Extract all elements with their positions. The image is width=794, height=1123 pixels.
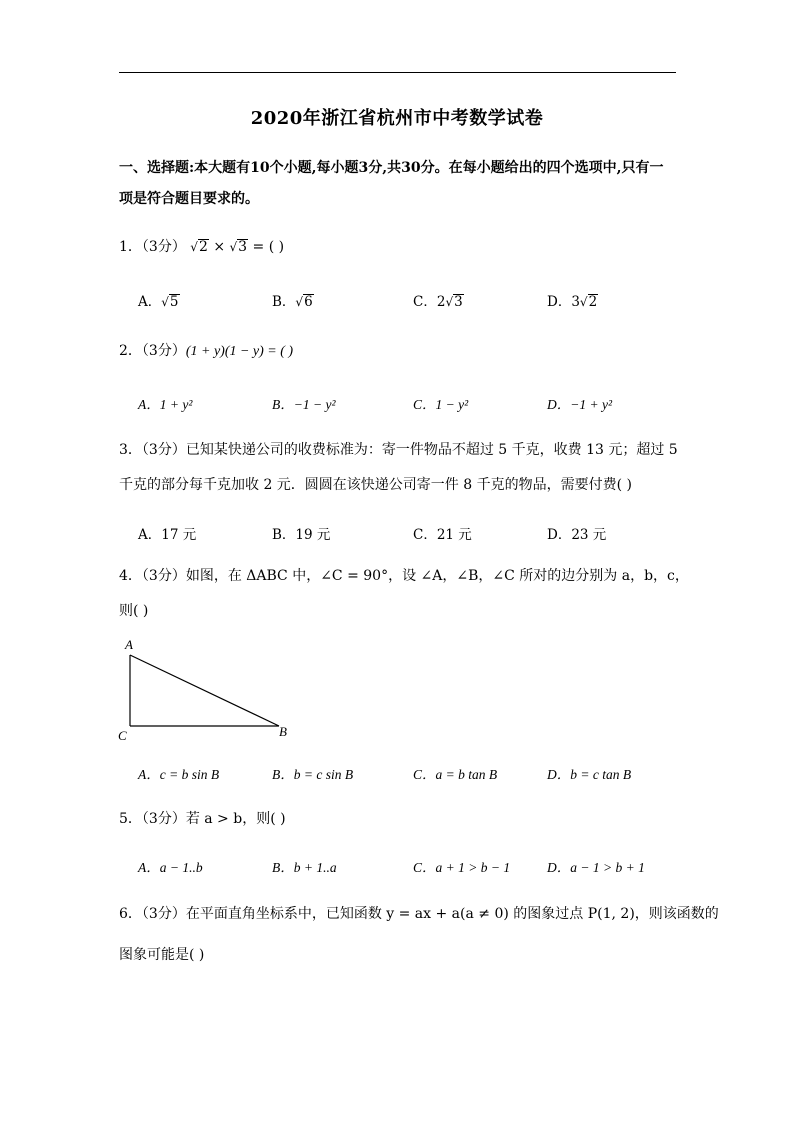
question-1-option-b[interactable]: B．√6: [272, 294, 313, 310]
question-6-stem-line-1: 6．（3分）在平面直角坐标系中，已知函数 y = ax + a(a ≠ 0) 的图象过点 P(1, 2)，则该函数的: [119, 906, 719, 922]
side-ab: [130, 655, 279, 726]
question-1-option-c[interactable]: C．2√3: [413, 294, 463, 310]
section-heading-line-1: 一、选择题:本大题有10个小题,每小题3分,共30分。在每小题给出的四个选项中,只有一: [119, 160, 664, 176]
question-4-stem-line-1: 4．（3分）如图，在 ΔABC 中，∠C = 90°，设 ∠A，∠B，∠C 所对的边分别为 a，b，c，: [119, 568, 689, 584]
page-title: 2020年浙江省杭州市中考数学试卷: [250, 108, 544, 129]
question-3-option-d[interactable]: D．23 元: [547, 527, 607, 543]
question-2-option-c[interactable]: C．1 − y²: [413, 397, 469, 412]
question-3-option-c[interactable]: C．21 元: [413, 527, 472, 543]
triangle-figure: [112, 636, 302, 752]
question-4-option-d[interactable]: D．b = c tan B: [547, 767, 632, 782]
question-5-stem: 5．（3分）若 a > b，则( ): [119, 811, 286, 827]
question-3-stem-line-2: 千克的部分每千克加收 2 元．圆圆在该快递公司寄一件 8 千克的物品，需要付费( ): [119, 477, 632, 493]
question-2-option-b[interactable]: B．−1 − y²: [272, 397, 336, 412]
question-5-option-c[interactable]: C．a + 1 > b − 1: [413, 860, 511, 875]
question-3-option-a[interactable]: A．17 元: [138, 527, 197, 543]
vertex-label-b: B: [279, 724, 287, 739]
section-heading-line-2: 项是符合题目要求的。: [119, 191, 259, 207]
question-1-option-d[interactable]: D．3√2: [547, 294, 598, 310]
question-1-prefix: 1．（3分）: [119, 239, 186, 255]
header-rule: [119, 72, 676, 73]
question-1-stem: 1．（3分） √2 × √3 = ( ): [119, 239, 285, 255]
question-4-stem-line-2: 则( ): [119, 603, 149, 619]
vertex-label-a: A: [125, 637, 133, 652]
question-2-option-a[interactable]: A．1 + y²: [138, 397, 193, 412]
question-2-stem: 2．（3分）(1 + y)(1 − y) = ( ): [119, 343, 294, 359]
question-5-option-d[interactable]: D．a − 1 > b + 1: [547, 860, 645, 875]
vertex-label-c: C: [118, 728, 127, 743]
right-triangle-diagram: [112, 636, 302, 748]
question-4-option-c[interactable]: C．a = b tan B: [413, 767, 498, 782]
question-3-option-b[interactable]: B．19 元: [272, 527, 331, 543]
question-3-stem-line-1: 3．（3分）已知某快递公司的收费标准为：寄一件物品不超过 5 千克，收费 13 元；超过 5: [119, 442, 678, 458]
question-4-option-a[interactable]: A．c = b sin B: [138, 767, 220, 782]
question-6-stem-line-2: 图象可能是( ): [119, 947, 205, 963]
question-5-option-a[interactable]: A．a − 1..b: [138, 860, 203, 875]
question-4-option-b[interactable]: B．b = c sin B: [272, 767, 354, 782]
question-2-option-d[interactable]: D．−1 + y²: [547, 397, 613, 412]
question-5-option-b[interactable]: B．b + 1..a: [272, 860, 337, 875]
question-1-option-a[interactable]: A．√5: [138, 294, 179, 310]
